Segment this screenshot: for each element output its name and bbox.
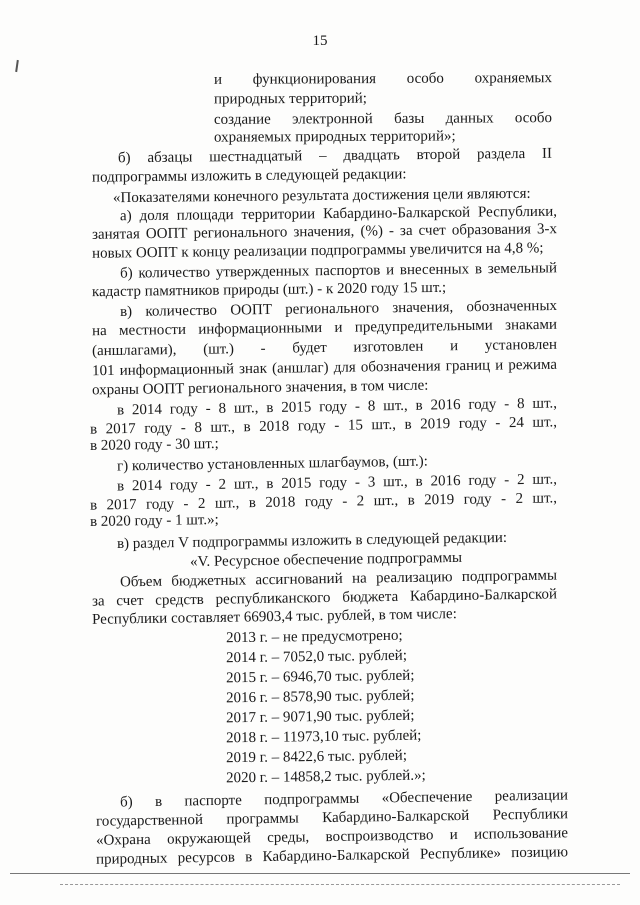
text-line: 101 информационный знак (аншлаг) для обозначения границ и режима [91,356,558,380]
text-line: в 2020 году - 30 шт.; [89,435,219,455]
text-line: кадастр памятников природы (шт.) - к 2020 году 15 шт.; [91,279,447,301]
bottom-edge-line [10,873,630,874]
text-line: занятая ООПТ регионального значения, (%) - за счет образования 3-х [91,221,558,243]
text-line: в 2017 году - 2 шт., в 2018 году - 2 шт., в 2019 году - 2 шт., [89,490,558,514]
text-line: подпрограммы изложить в следующей редакции: [91,166,407,186]
text-line: за счет средств республиканского бюджета Кабардино-Балкарской [91,586,558,610]
text-line: б) количество утвержденных паспортов и внесенных в земельный [119,260,558,282]
text-line: в) количество ООПТ регионального значения, обозначенных [119,297,558,321]
text-line: б) в паспорте подпрограммы «Обеспечение реализации [119,787,569,811]
text-line: Объем бюджетных ассигнований на реализацию подпрограммы [119,567,558,591]
text-line: создание электронной базы данных особо [213,110,553,128]
text-line: на местности информационными и предупредительными знаками [91,316,558,340]
text-line: (аншлагами), (шт.) - будет изготовлен и установлен [91,336,558,360]
text-line: природных территорий; [213,90,367,108]
text-line: охраны ООПТ регионального значения, в том числе: [91,377,429,399]
page-number: 15 [312,33,328,49]
text-line: «Охрана окружающей среды, воспроизводство и использование [95,825,569,849]
text-line: охраняемых природных территорий»; [213,128,456,146]
section-heading: «V. Ресурсное обеспечение подпрограммы [189,549,463,571]
budget-year-line: 2016 г. – 8578,90 тыс. рублей; [225,687,415,707]
budget-year-line: 2018 г. – 11973,10 тыс. рублей; [225,727,422,747]
text-line: а) доля площади территории Кабардино-Балкарской Республики, [119,203,558,225]
text-line: в 2020 году - 1 шт.»; [89,511,219,531]
text-line: в 2014 году - 8 шт., в 2015 году - 8 шт., в 2016 году - 8 шт., [116,395,558,419]
text-line: государственной программы Кабардино-Балкарской Республики [95,806,569,830]
text-line: в 2017 году - 8 шт., в 2018 году - 15 шт., в 2019 году - 24 шт., [89,414,558,438]
text-line: и функционирования особо охраняемых [213,70,553,88]
budget-year-line: 2013 г. – не предусмотрено; [225,627,403,647]
text-line: в) раздел V подпрограммы изложить в следующей редакции: [116,529,508,553]
bottom-edge-line [60,884,620,885]
budget-year-line: 2017 г. – 9071,90 тыс. рублей; [225,707,415,727]
text-line: новых ООПТ к концу реализации подпрограммы увеличится на 4,8 %; [91,240,544,262]
budget-year-line: 2019 г. – 8422,6 тыс. рублей; [225,747,408,767]
text-line: в 2014 году - 2 шт., в 2015 году - 3 шт., в 2016 году - 2 шт., [116,471,558,495]
text-line: природных ресурсов в Кабардино-Балкарской Республике» позицию [95,844,569,868]
margin-mark [15,60,19,72]
budget-year-line: 2014 г. – 7052,0 тыс. рублей; [225,647,408,667]
text-line: г) количество установленных шлагбаумов, (шт.): [116,453,428,475]
text-line: Республики составляет 66903,4 тыс. рублей, в том числе: [91,606,457,628]
budget-year-line: 2015 г. – 6946,70 тыс. рублей; [225,667,415,687]
budget-year-line: 2020 г. – 14858,2 тыс. рублей.»; [225,767,426,787]
text-line: б) абзацы шестнадцатый – двадцать второй раздела II [117,145,553,167]
text-line: «Показателями конечного результата достижения цели являются: [112,185,531,207]
